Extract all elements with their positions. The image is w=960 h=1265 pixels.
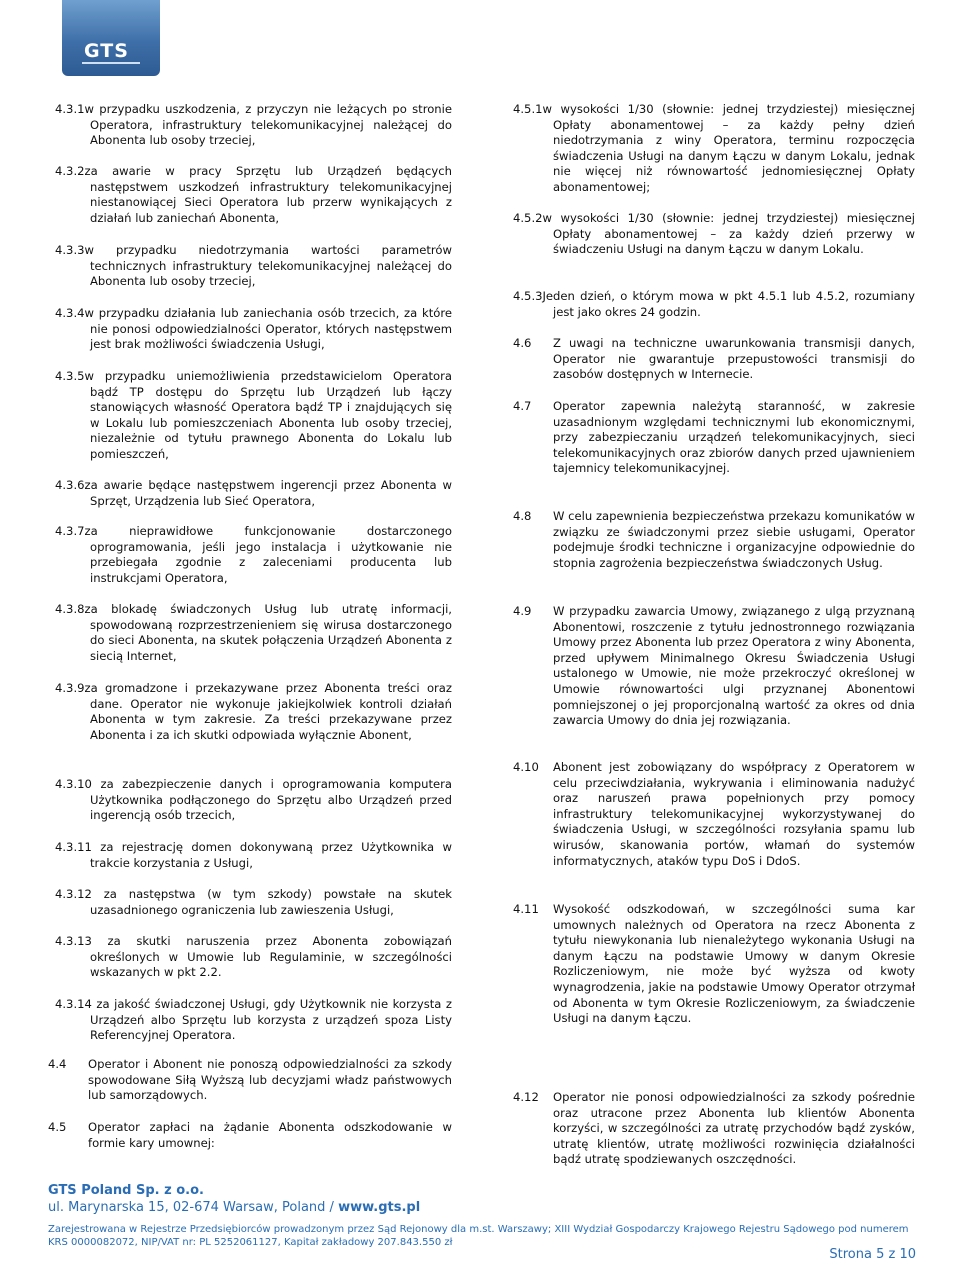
clause-4-11: [513, 902, 915, 1027]
clause-text: za nieprawidłowe funkcjonowanie dostarczonego oprogramowania, jeśli jego instalacja i użytkowanie nie przebiegała zgodnie z zaleceniami producenta lub instrukcjami Operatora,: [84, 524, 452, 585]
clause-number: 4.10: [513, 760, 539, 774]
clause-number: 4.5.3: [513, 289, 543, 303]
clause-text: za zabezpieczenie danych i oprogramowania komputera Użytkownika podłączonego do Sprzętu albo Urządzeń przed ingerencją osób trzecich,: [90, 777, 452, 823]
clause-4-5: [48, 1120, 452, 1151]
clause-4-3-14: [55, 997, 452, 1044]
clause-number: 4.3.1: [55, 102, 85, 116]
clause-text: za awarie będące następstwem ingerencji przez Abonenta w Sprzęt, Urządzenia lub Sieć Operatora,: [84, 478, 452, 508]
logo-text: GTS: [84, 40, 129, 62]
clause-4-3-2: [55, 164, 452, 226]
clause-number: 4.3.9: [55, 681, 85, 695]
clause-4-3-7: [55, 524, 452, 586]
clause-text: Z uwagi na techniczne uwarunkowania transmisji danych, Operator nie gwarantuje przepustowości transmisji do zasobów dostępnych w Internecie.: [553, 336, 915, 382]
clause-number: 4.4: [48, 1057, 67, 1071]
clause-4-10: [513, 760, 915, 869]
clause-4-6: [513, 336, 915, 383]
clause-number: 4.3.11: [55, 840, 92, 854]
clause-number: 4.7: [513, 399, 532, 413]
clause-text: Operator zapewnia należytą staranność, w zakresie uzasadnionym względami technicznymi lub ekonomicznymi, przy zabezpieczaniu urządzeń telekomunikacyjnych, sieci telekomunikacyjnych oraz zbiorów danych przed ujawnieniem tajemnicy telekomunikacyjnej.: [553, 399, 915, 476]
clause-4-12: [513, 1090, 915, 1168]
clause-4-3-1: [55, 102, 452, 149]
clause-number: 4.8: [513, 509, 532, 523]
clause-text: w wysokości 1/30 (słownie: jednej trzydziestej) miesięcznej Opłaty abonamentowej – za każdy pełny dzień niedotrzymania z winy Operatora, terminu rozpoczęcia świadczenia Usługi na danym Łączu w danym Lokalu, jednak nie więcej niż równowartość jednomiesięcznej Opłaty abonamentowej;: [542, 102, 915, 194]
clause-number: 4.3.6: [55, 478, 85, 492]
gts-logo: [62, 0, 160, 76]
clause-4-5-2: [513, 211, 915, 258]
clause-number: 4.3.14: [55, 997, 92, 1011]
clause-number: 4.3.3: [55, 243, 85, 257]
footer-address: [48, 1200, 420, 1215]
clause-text: w przypadku uniemożliwienia przedstawicielom Operatora bądź TP dostępu do Sprzętu lub Urządzeń lub łączy stanowiących własność Operatora bądź TP i znajdujących się w Lokalu lub pomieszczeniach Abonenta lub osoby trzeciej, niezależnie od tytułu prawnego Abonenta do Lokalu lub pomieszczeń,: [84, 369, 452, 461]
clause-text: za awarie w pracy Sprzętu lub Urządzeń będących następstwem uszkodzeń infrastruktury telekomunikacyjnej niestanowiącej Sieci Operatora lub przerw wynikających z działań lub zaniechań Abonenta,: [84, 164, 452, 225]
clause-4-3-5: [55, 369, 452, 463]
clause-number: 4.3.2: [55, 164, 85, 178]
clause-text: w przypadku działania lub zaniechania osób trzecich, za które nie ponosi odpowiedzialności Operator, których następstwem jest brak możliwości świadczenia Usługi,: [84, 306, 452, 352]
clause-text: W przypadku zawarcia Umowy, związanego z ulgą przyznaną Abonentowi, roszczenie z tytułu jednostronnego rozwiązania Umowy przez Abonenta lub przez Operatora z winy Abonenta, przed upływem Minimalnego Okresu Świadczenia Usługi ustalonego w Umowie, nie może przekroczyć określonej w Umowie równowartości ulgi przyznanej Abonentowi pomniejszonej o jej proporcjonalną wartość za okres od dnia zawarcia Umowy do dnia jej rozwiązania.: [553, 604, 915, 728]
clause-text: za jakość świadczonej Usługi, gdy Użytkownik nie korzysta z Urządzeń albo Sprzętu lub korzysta z urządzeń spoza Listy Referencyjnej Operatora.: [90, 997, 452, 1043]
clause-4-9: [513, 604, 915, 729]
clause-4-5-1: [513, 102, 915, 196]
clause-number: 4.3.5: [55, 369, 85, 383]
clause-number: 4.12: [513, 1090, 539, 1104]
clause-number: 4.3.10: [55, 777, 92, 791]
clause-number: 4.9: [513, 604, 532, 618]
clause-text: w przypadku niedotrzymania wartości parametrów technicznych infrastruktury telekomunikacyjnej należącej do Abonenta lub osoby trzeciej,: [84, 243, 452, 289]
clause-text: za rejestrację domen dokonywaną przez Użytkownika w trakcie korzystania z Usługi,: [90, 840, 452, 870]
clause-4-5-3: [513, 289, 915, 320]
clause-number: 4.5.1: [513, 102, 543, 116]
clause-4-3-6: [55, 478, 452, 509]
clause-text: w przypadku uszkodzenia, z przyczyn nie leżących po stronie Operatora, infrastruktury telekomunikacyjnej należącej do Abonenta lub osoby trzeciej,: [84, 102, 452, 148]
clause-text: Wysokość odszkodowań, w szczególności suma kar umownych należnych od Operatora na rzecz Abonenta z tytułu niewykonania lub nienależytego wykonania Usługi na danym Łączu na podstawie Umowy w danym Okresie Rozliczeniowym, nie może być wyższa od kwoty wynagrodzenia, jakie na podstawie Umowy Operator otrzymał od Abonenta w tym Okresie Rozliczeniowym, za świadczenie Usługi na danym Łączu.: [553, 902, 915, 1026]
clause-number: 4.3.13: [55, 934, 92, 948]
clause-number: 4.3.4: [55, 306, 85, 320]
clause-4-3-4: [55, 306, 452, 353]
clause-text: za blokadę świadczonych Usług lub utratę informacji, spowodowaną rozprzestrzenieniem się wirusa dostarczonego do sieci Abonenta, na skutek połączenia Urządzeń Abonenta z siecią Internet,: [84, 602, 452, 663]
clause-4-3-10: [55, 777, 452, 824]
clause-text: Jeden dzień, o którym mowa w pkt 4.5.1 lub 4.5.2, rozumiany jest jako okres 24 godzin.: [542, 289, 915, 319]
clause-text: W celu zapewnienia bezpieczeństwa przekazu komunikatów w związku ze świadczonymi przez siebie usługami, Operator podejmuje środki techniczne i organizacyjne odpowiednie do stopnia zagrożenia bezpieczeństwa świadczonych Usług.: [553, 509, 915, 570]
clause-4-3-3: [55, 243, 452, 290]
clause-4-3-12: [55, 887, 452, 918]
footer-registration: Zarejestrowana w Rejestrze Przedsiębiorców prowadzonym przez Sąd Rejonowy dla m.st. Warszawy; XIII Wydział Gospodarczy Krajowego Rejestru Sądowego pod numerem KRS 0000082072, NIP/VAT nr: PL 5252061127, Kapitał zakładowy 207.843.550 zł: [48, 1224, 909, 1248]
footer-website-link[interactable]: www.gts.pl: [338, 1200, 421, 1215]
clause-number: 4.3.12: [55, 887, 92, 901]
clause-number: 4.5.2: [513, 211, 543, 225]
clause-number: 4.3.8: [55, 602, 85, 616]
clause-number: 4.11: [513, 902, 539, 916]
clause-number: 4.3.7: [55, 524, 85, 538]
clause-4-3-9: [55, 681, 452, 743]
clause-number: 4.6: [513, 336, 532, 350]
clause-text: Operator zapłaci na żądanie Abonenta odszkodowanie w formie kary umownej:: [88, 1120, 452, 1150]
clause-text: w wysokości 1/30 (słownie: jednej trzydziestej) miesięcznej Opłaty abonamentowej – za każdy dzień przerwy w świadczeniu Usługi na danym Łączu w danym Lokalu.: [542, 211, 915, 257]
clause-4-8: [513, 509, 915, 571]
page-number: Strona 5 z 10: [829, 1247, 916, 1262]
footer-street: ul. Marynarska 15, 02-674 Warsaw, Poland /: [48, 1200, 339, 1215]
logo-underline: [82, 62, 140, 64]
clause-text: za następstwa (w tym szkody) powstałe na skutek uzasadnionego ograniczenia lub zawieszenia Usługi,: [90, 887, 452, 917]
clause-4-4: [48, 1057, 452, 1104]
clause-text: Operator nie ponosi odpowiedzialności za szkody pośrednie oraz utracone przez Abonenta lub klientów Abonenta korzyści, w szczególności za utratę przychodów bądź zysków, utratę klientów, utratę możliwości rozwinięcia działalności bądź utratę spodziewanych oszczędności.: [553, 1090, 915, 1167]
clause-4-3-11: [55, 840, 452, 871]
clause-4-3-13: [55, 934, 452, 981]
clause-text: za gromadzone i przekazywane przez Abonenta treści oraz dane. Operator nie wykonuje jakiejkolwiek kontroli działań Abonenta w tym zakresie. Za treści przekazywane przez Abonenta i za ich skutki odpowiada wyłącznie Abonent,: [84, 681, 452, 742]
clause-number: 4.5: [48, 1120, 67, 1134]
clause-text: Abonent jest zobowiązany do współpracy z Operatorem w celu przeciwdziałania, wykrywania i eliminowania nadużyć oraz naruszeń prawa popełnionych przy pomocy infrastruktury telekomunikacyjnej wykorzystywanej do świadczenia Usługi, w szczególności rozsyłania spamu lub wirusów, skanowania portów, włamań do systemów informatycznych, ataków typu DoS i DdoS.: [553, 760, 915, 868]
clause-text: za skutki naruszenia przez Abonenta zobowiązań określonych w Umowie lub Regulaminie, w szczególności wskazanych w pkt 2.2.: [90, 934, 452, 980]
clause-text: Operator i Abonent nie ponoszą odpowiedzialności za szkody spowodowane Siłą Wyższą lub decyzjami władz państwowych lub samorządowych.: [88, 1057, 452, 1103]
clause-4-7: [513, 399, 915, 477]
clause-4-3-8: [55, 602, 452, 664]
footer-company-name: GTS Poland Sp. z o.o.: [48, 1183, 204, 1198]
